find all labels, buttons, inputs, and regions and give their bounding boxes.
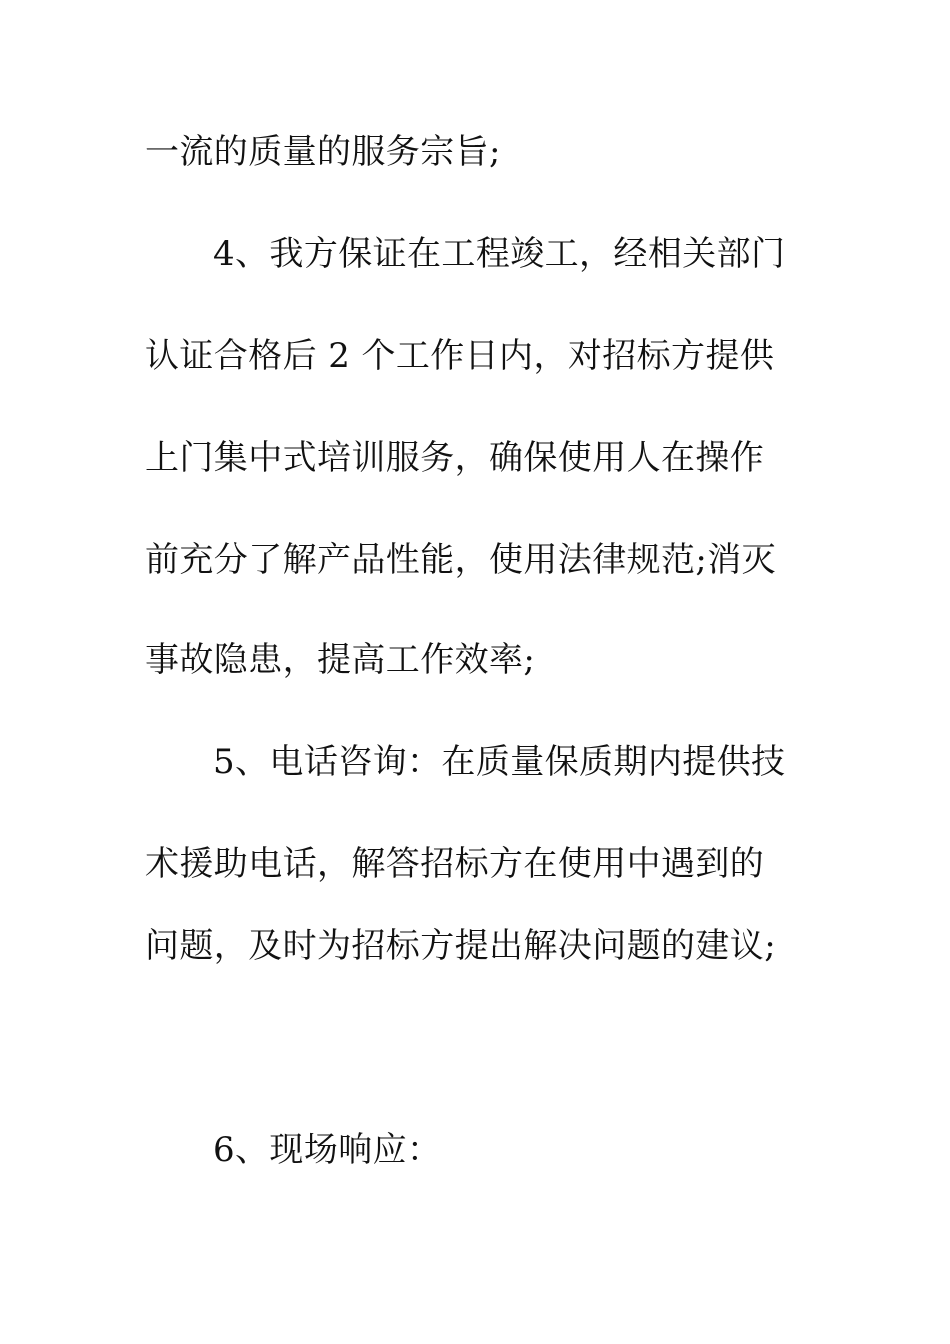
text-line: 术援助电话，解答招标方在使用中遇到的 [145,844,765,884]
text-line: 一流的质量的服务宗旨; [145,132,501,172]
text-line: 前充分了解产品性能，使用法律规范;消灭 [145,540,777,580]
text-line: 事故隐患，提高工作效率; [145,640,536,680]
text-line: 上门集中式培训服务，确保使用人在操作 [145,438,765,478]
paragraph-4-start: 4、我方保证在工程竣工，经相关部门 [213,234,786,274]
text-line: 问题，及时为招标方提出解决问题的建议; [145,926,777,966]
text-line: 认证合格后 2 个工作日内，对招标方提供 [145,336,775,376]
paragraph-6-start: 6、现场响应： [213,1130,442,1170]
paragraph-5-start: 5、电话咨询：在质量保质期内提供技 [213,742,786,782]
